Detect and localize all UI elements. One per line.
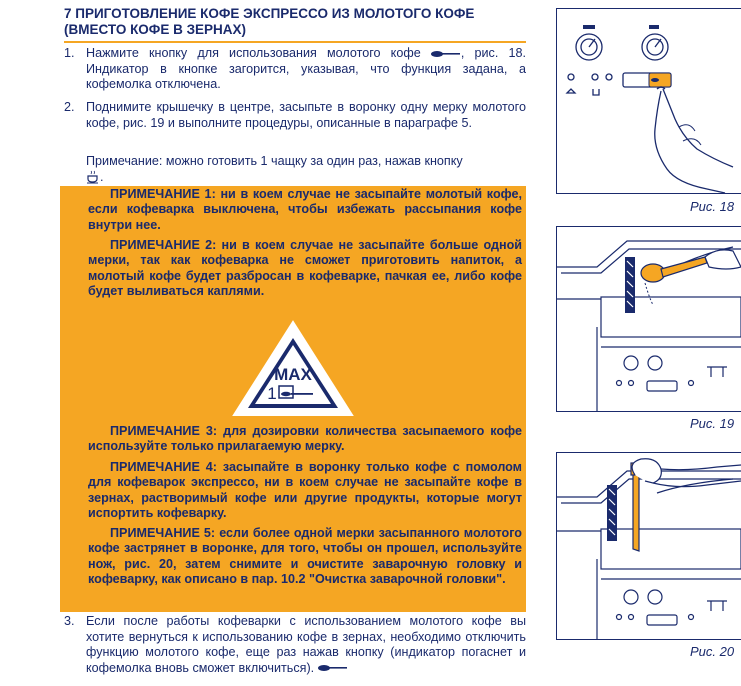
note-text: для дозировки количества засыпаемого кофе используйте только прилагаемую мерку. <box>88 424 522 454</box>
step-number: 2. <box>64 100 75 114</box>
section-title <box>64 6 526 38</box>
note-text: засыпайте в воронку только кофе с помолом для кофеварок экспрессо, ни в коем случае не засыпайте кофе в зернах, растворимый кофе или другие продукты, которые могут испортить кофеварку. <box>88 460 523 521</box>
remark-tail: . <box>100 169 104 184</box>
figure-20 <box>556 452 741 640</box>
remark-text: Примечание: можно готовить 1 чащку за один раз, нажав кнопку <box>86 154 463 168</box>
figure-18 <box>556 8 741 194</box>
figure-20-caption: Рис. 20 <box>690 644 735 659</box>
cup-icon <box>86 170 100 184</box>
note-5 <box>88 526 522 588</box>
max-dose-warning-triangle <box>228 318 358 418</box>
step-2 <box>64 100 526 131</box>
filling-funnel-illustration <box>557 227 741 411</box>
note-label: ПРИМЕЧАНИЕ 5: <box>110 526 216 540</box>
knife-funnel-illustration <box>557 453 741 639</box>
note-3 <box>88 424 522 455</box>
note-text: ни в коем случае не засыпайте молотый кофе, если кофеварка выключена, чтобы избежать рассыпания кофе внутри нее. <box>88 187 522 232</box>
step-text: Поднимите крышечку в центре, засыпьте в воронку одну мерку молотого кофе, рис. 19 и выполните процедуры, описанные в параграфе 5. <box>86 100 526 130</box>
section-title-line2: (ВМЕСТО КОФЕ В ЗЕРНАХ) <box>64 22 247 37</box>
note-1 <box>88 187 522 233</box>
figure-18-caption: Рис. 18 <box>690 199 735 214</box>
note-label: ПРИМЕЧАНИЕ 4: <box>110 460 217 474</box>
note-4 <box>88 460 522 522</box>
title-underline <box>64 41 526 43</box>
section-title-line1: 7 ПРИГОТОВЛЕНИЕ КОФЕ ЭКСПРЕССО ИЗ МОЛОТОГО КОФЕ <box>64 6 475 21</box>
note-label: ПРИМЕЧАНИЕ 1: <box>110 187 216 201</box>
ground-coffee-spoon-icon <box>431 49 461 59</box>
ground-coffee-spoon-icon <box>318 663 348 673</box>
figure-19 <box>556 226 741 412</box>
note-text: если более одной мерки засыпанного молотого кофе застрянет в воронке, для того, чтобы он прошел, используйте нож, рис. 20, затем снимите и очистите заварочную головку и кофеварку, как описано в пар. 10.2 "Очистка заварочной головки". <box>88 526 523 587</box>
max-label: MAX <box>274 365 312 384</box>
remark <box>64 154 526 185</box>
step-text: Нажмите кнопку для использования молотого кофе <box>86 46 421 60</box>
step-1 <box>64 46 526 93</box>
note-label: ПРИМЕЧАНИЕ 3: <box>110 424 218 438</box>
max-count-label: 1 <box>267 384 277 403</box>
step-text: Если после работы кофеварки с использованием молотого кофе вы хотите вернуться к использованию кофе в зернах, необходимо отключить функцию молотого кофе, еще раз нажав кнопку (индикатор погаснет и кофемолка вновь сможет включиться). <box>86 614 526 675</box>
note-text: ни в коем случае не засыпайте больше одной мерки, так как кофеварка не сможет приготовить напиток, а молотый кофе будет разбросан в кофеварке, пачкая ее, либо кофе будет выливаться каплями. <box>88 238 523 299</box>
note-2 <box>88 238 522 300</box>
step-number: 1. <box>64 46 75 60</box>
step-text-tail: , рис. 18. Индикатор в кнопке загорится, указывая, что функция задана, а кофемолка отключена. <box>86 46 526 91</box>
control-panel-illustration <box>557 9 741 193</box>
figure-19-caption: Рис. 19 <box>690 416 735 431</box>
note-label: ПРИМЕЧАНИЕ 2: <box>110 238 217 252</box>
step-number: 3. <box>64 614 75 628</box>
step-3 <box>64 614 526 676</box>
